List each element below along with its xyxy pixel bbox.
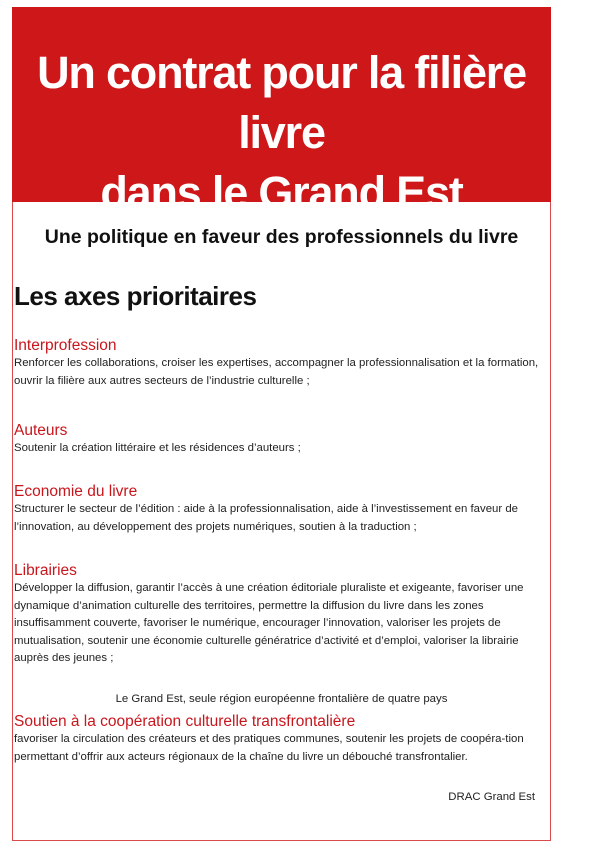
- region-tagline: Le Grand Est, seule région européenne frontalière de quatre pays: [115, 693, 448, 705]
- section-body: Renforcer les collaborations, croiser les expertises, accompagner la professionnalisation et la formation, ouvrir la filière aux autres secteurs de l’industrie culturelle ;: [14, 357, 539, 387]
- section-auteurs: [14, 421, 549, 458]
- section-body: Développer la diffusion, garantir l’accès à une création éditoriale pluraliste et exigeante, favoriser une dynamique d’animation culturelle des territoires, permettre la diffusion du livre dans les zones insuffisamment couverte, favoriser le numérique, encourager l’innovation, valoriser les projets de mutualisation, soutenir une économie culturelle génératrice d’activité et d’emploi, valoriser la librairie auprès des jeunes ;: [14, 582, 524, 664]
- header-banner: [12, 7, 551, 218]
- signature: DRAC Grand Est: [448, 791, 535, 803]
- page-title: [12, 43, 551, 223]
- section-cooperation-transfrontaliere: [14, 712, 549, 766]
- section-title: Librairies: [14, 562, 77, 579]
- section-body: favoriser la circulation des créateurs et des pratiques communes, soutenir les projets de coopéra-tion permettant d’offrir aux acteurs régionaux de la chaîne du livre un débouché transfrontalier.: [14, 733, 524, 763]
- section-librairies: [14, 561, 549, 668]
- section-economie-du-livre: [14, 482, 549, 536]
- section-body: Structurer le secteur de l’édition : aide à la professionnalisation, aide à l’investissement en faveur de l’innovation, au développement des projets numériques, soutien à la traduction ;: [14, 503, 519, 533]
- title-line-1: Un contrat pour la filière livre: [37, 47, 526, 158]
- title-line-2: dans le Grand Est: [100, 167, 463, 218]
- subtitle: Une politique en faveur des professionnels du livre: [44, 226, 519, 248]
- section-interprofession: [14, 336, 549, 390]
- section-title: Auteurs: [14, 422, 68, 439]
- section-body: Soutenir la création littéraire et les résidences d’auteurs ;: [14, 442, 301, 454]
- axes-heading: Les axes prioritaires: [14, 281, 257, 311]
- section-title: Interprofession: [14, 337, 117, 354]
- section-title: Soutien à la coopération culturelle transfrontalière: [14, 713, 356, 730]
- section-title: Economie du livre: [14, 483, 138, 500]
